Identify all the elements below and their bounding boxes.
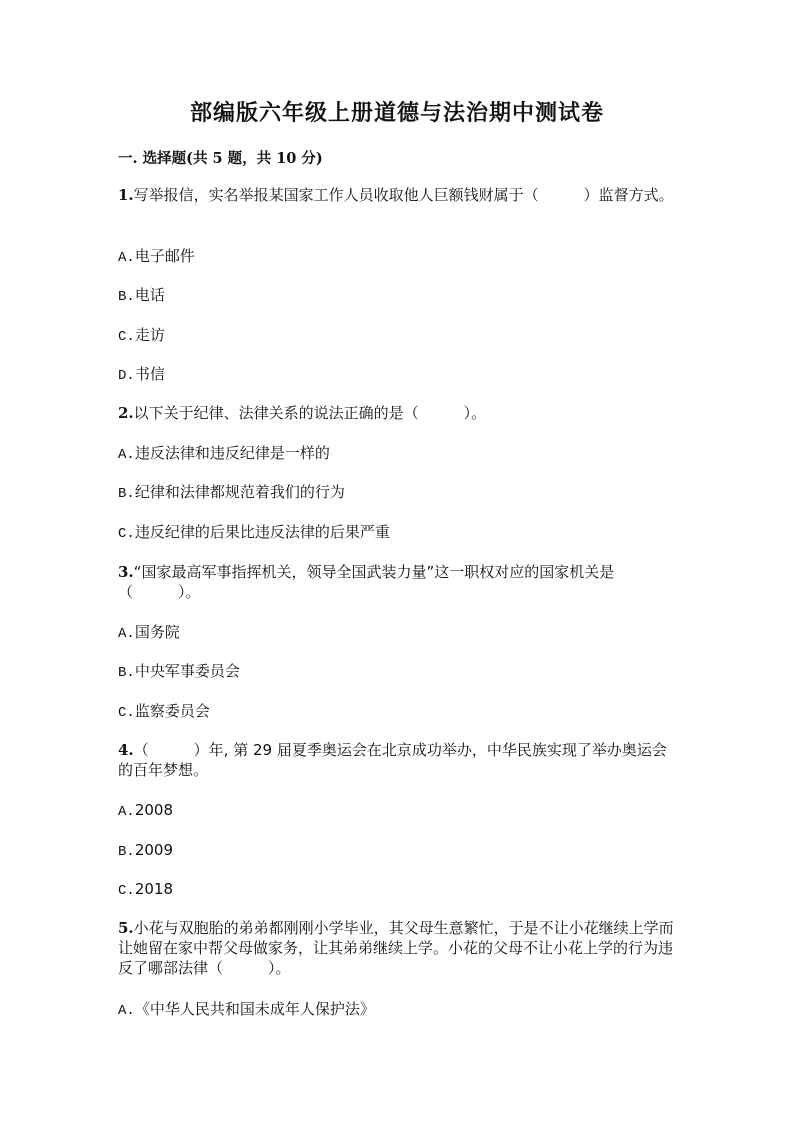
option-key: A.	[118, 626, 135, 642]
option-key: C.	[118, 705, 135, 721]
option-2c	[118, 522, 390, 544]
option-5a	[118, 999, 375, 1021]
option-2b	[118, 482, 345, 504]
question-4	[118, 740, 674, 780]
option-2a	[118, 443, 330, 465]
section-heading: 一. 选择题(共 5 题，共 10 分)	[118, 150, 323, 167]
question-number: 5.	[118, 919, 134, 937]
option-text: 监察委员会	[134, 702, 210, 720]
option-4b	[118, 840, 173, 862]
option-text: 2008	[134, 801, 173, 819]
page-title: 部编版六年级上册道德与法治期中测试卷	[189, 100, 604, 126]
option-1a	[118, 246, 195, 268]
option-text: 中央军事委员会	[134, 662, 240, 680]
option-key: B.	[118, 665, 135, 681]
question-number: 2.	[118, 404, 134, 422]
question-text: 写举报信，实名举报某国家工作人员收取他人巨额钱财属于（ ）监督方式。	[133, 186, 674, 204]
option-4a	[118, 800, 173, 822]
option-key: A.	[118, 1003, 135, 1019]
question-text: （ ）年, 第 29 届夏季奥运会在北京成功举办，中华民族实现了举办奥运会的百年梦想。	[118, 741, 667, 779]
option-key: A.	[118, 447, 135, 463]
option-text: 违反法律和违反纪律是一样的	[134, 444, 330, 462]
option-text: 书信	[134, 365, 165, 383]
option-text: 2018	[134, 880, 173, 898]
option-key: C.	[118, 526, 135, 542]
option-key: D.	[118, 368, 135, 384]
question-text: 以下关于纪律、法律关系的说法正确的是（ ）。	[133, 404, 487, 422]
option-3b	[118, 661, 240, 683]
option-key: A.	[118, 250, 135, 266]
option-3c	[118, 701, 210, 723]
option-key: C.	[118, 883, 135, 899]
question-number: 3.	[118, 563, 134, 581]
option-key: B.	[118, 289, 135, 305]
option-key: B.	[118, 486, 135, 502]
option-key: A.	[118, 804, 135, 820]
question-number: 1.	[118, 186, 134, 204]
option-text: 电子邮件	[134, 247, 195, 265]
option-text: 2009	[134, 841, 173, 859]
option-text: 国务院	[134, 623, 180, 641]
option-3a	[118, 622, 180, 644]
option-1c	[118, 325, 165, 347]
option-text: 纪律和法律都规范着我们的行为	[134, 483, 345, 501]
question-5	[118, 918, 674, 978]
option-text: 走访	[134, 326, 165, 344]
option-text: 违反纪律的后果比违反法律的后果严重	[134, 523, 390, 541]
option-key: C.	[118, 329, 135, 345]
option-key: B.	[118, 844, 135, 860]
option-1d	[118, 364, 165, 386]
question-text: “国家最高军事指挥机关，领导全国武装力量”这一职权对应的国家机关是（ ）。	[118, 563, 615, 601]
question-number: 4.	[118, 741, 134, 759]
option-4c	[118, 879, 173, 901]
question-1	[118, 185, 674, 205]
option-text: 《中华人民共和国未成年人保护法》	[134, 1000, 375, 1018]
question-text: 小花与双胞胎的弟弟都刚刚小学毕业，其父母生意繁忙，于是不让小花继续上学而让她留在家中帮父母做家务，让其弟弟继续上学。小花的父母不让小花上学的行为违反了哪部法律（ ）。	[118, 919, 674, 977]
question-3	[118, 562, 674, 602]
option-text: 电话	[134, 286, 165, 304]
option-1b	[118, 285, 165, 307]
question-2	[118, 403, 674, 423]
